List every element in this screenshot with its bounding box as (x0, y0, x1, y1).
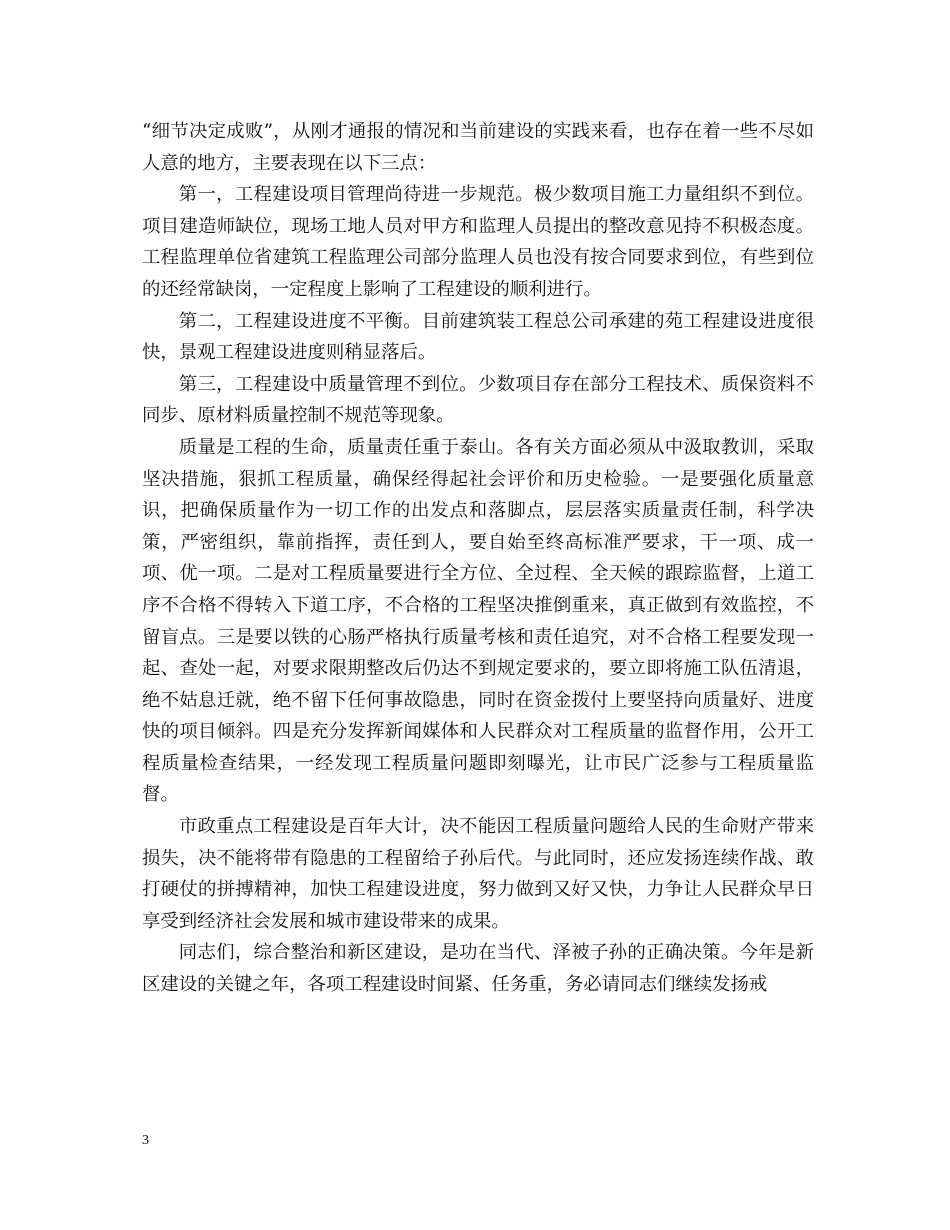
page-number: 3 (142, 1133, 149, 1148)
paragraph-4: 第三，工程建设中质量管理不到位。少数项目存在部分工程技术、质保资料不同步、原材料质量控制不规范等现象。 (142, 373, 814, 427)
paragraph-7: 同志们，综合整治和新区建设，是功在当代、泽被子孙的正确决策。今年是新区建设的关键之年，各项工程建设时间紧、任务重，务必请同志们继续发扬戒 (142, 942, 814, 996)
paragraph-1: “细节决定成败”，从刚才通报的情况和当前建设的实践来看，也存在着一些不尽如人意的地方，主要表现在以下三点： (142, 121, 814, 174)
body-text (142, 116, 814, 1001)
paragraph-2: 第一，工程建设项目管理尚待进一步规范。极少数项目施工力量组织不到位。项目建造师缺位，现场工地人员对甲方和监理人员提出的整改意见持不积极态度。工程监理单位省建筑工程监理公司部分监理人员也没有按合同要求到位，有些到位的还经常缺岗，一定程度上影响了工程建设的顺利进行。 (142, 184, 814, 300)
paragraph-5: 质量是工程的生命，质量责任重于泰山。各有关方面必须从中汲取教训，采取坚决措施，狠抓工程质量，确保经得起社会评价和历史检验。一是要强化质量意识，把确保质量作为一切工作的出发点和落脚点，层层落实质量责任制，科学决策，严密组织，靠前指挥，责任到人，要自始至终高标准严要求，干一项、成一项、优一项。二是对工程质量要进行全方位、全过程、全天候的跟踪监督，上道工序不合格不得转入下道工序，不合格的工程坚决推倒重来，真正做到有效监控，不留盲点。三是要以铁的心肠严格执行质量考核和责任追究，对不合格工程要发现一起、查处一起，对要求限期整改后仍达不到规定要求的，要立即将施工队伍清退，绝不姑息迁就，绝不留下任何事故隐患，同时在资金拨付上要坚持向质量好、进度快的项目倾斜。四是充分发挥新闻媒体和人民群众对工程质量的监督作用，公开工程质量检查结果，一经发现工程质量问题即刻曝光，让市民广泛参与工程质量监督。 (142, 436, 814, 806)
paragraph-3: 第二，工程建设进度不平衡。目前建筑装工程总公司承建的苑工程建设进度很快，景观工程建设进度则稍显落后。 (142, 310, 814, 364)
paragraph-6: 市政重点工程建设是百年大计，决不能因工程质量问题给人民的生命财产带来损失，决不能将带有隐患的工程留给子孙后代。与此同时，还应发扬连续作战、敢打硬仗的拼搏精神，加快工程建设进度，努力做到又好又快，力争让人民群众早日享受到经济社会发展和城市建设带来的成果。 (142, 816, 814, 932)
